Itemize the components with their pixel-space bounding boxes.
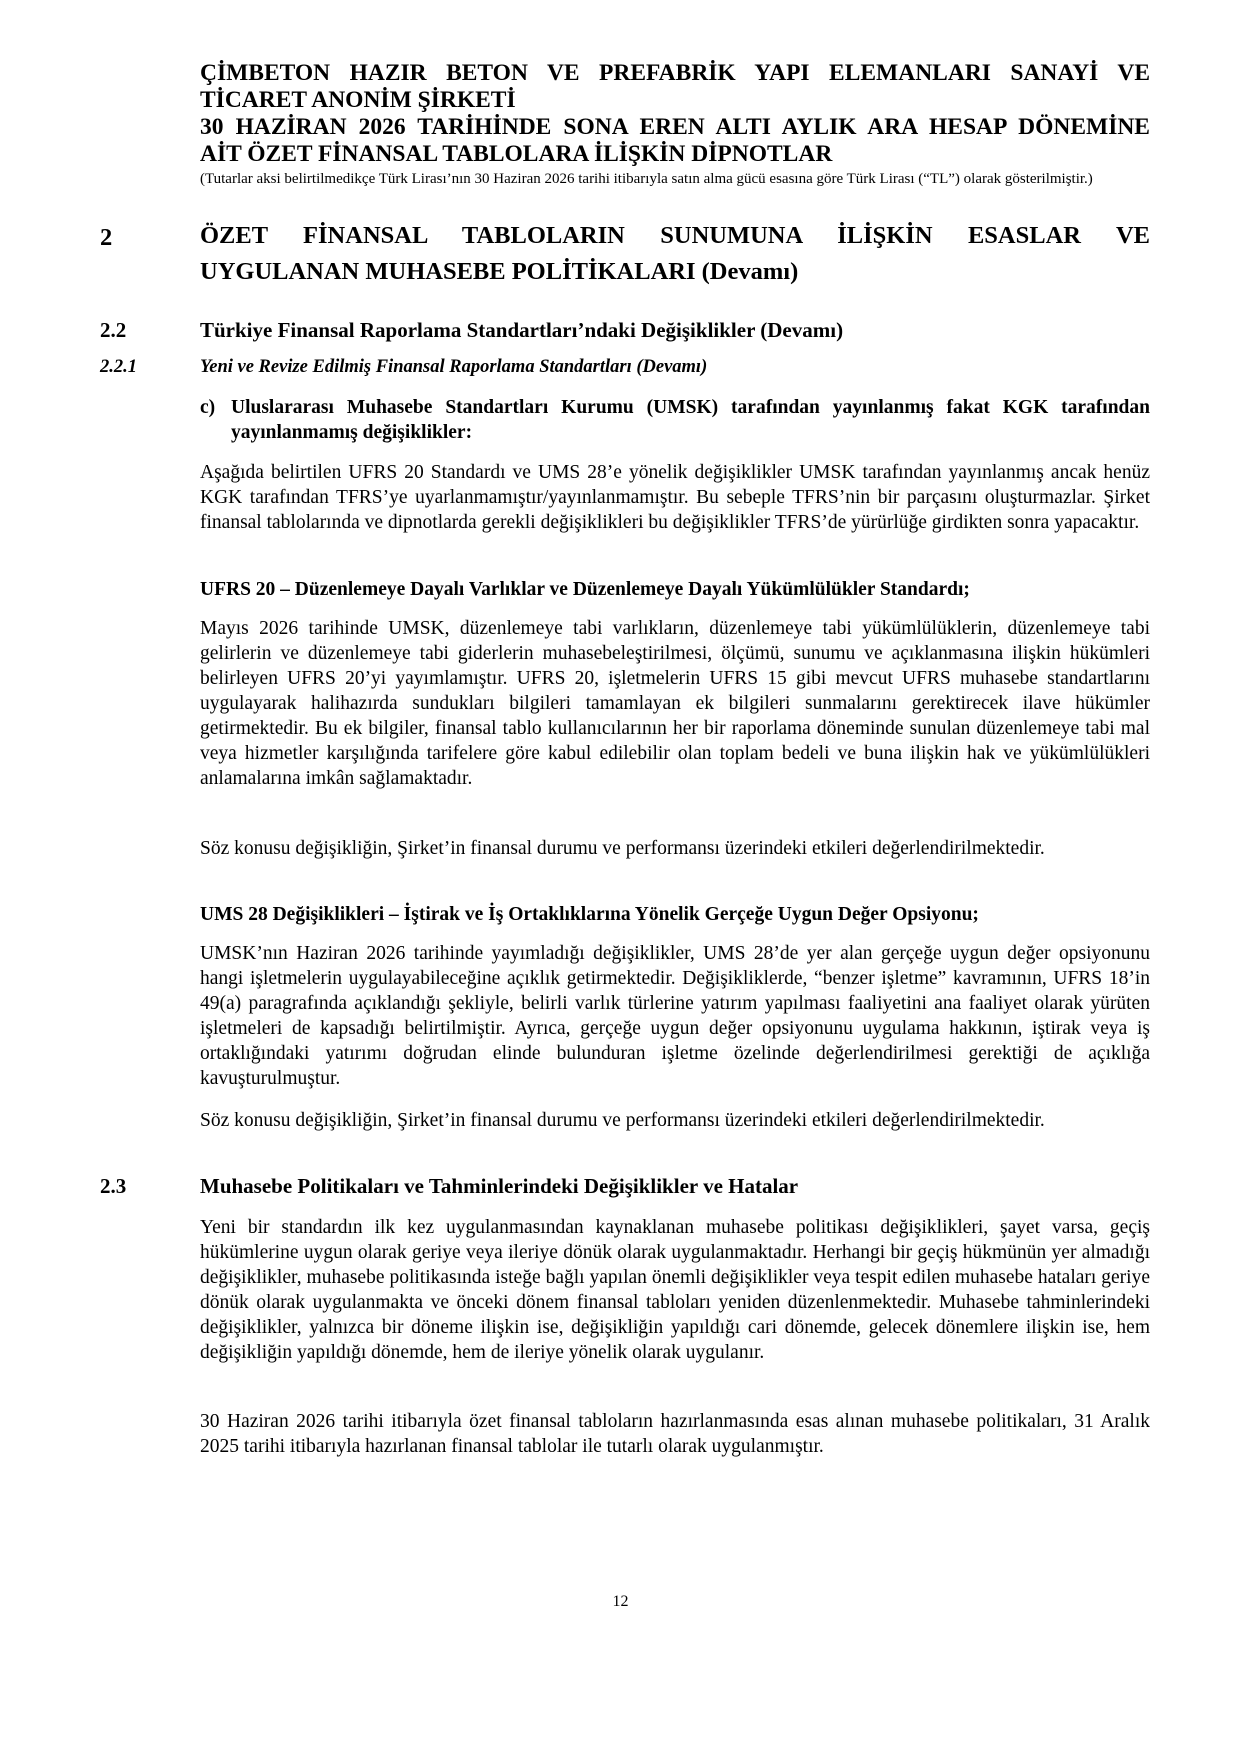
company-name-line1: ÇİMBETON HAZIR BETON VE PREFABRİK YAPI ELEMANLARI SANAYİ VE xyxy=(200,60,1150,86)
section-number: 2.2 xyxy=(100,318,127,342)
document-header xyxy=(200,60,1150,189)
section-number: 2.3 xyxy=(100,1174,127,1198)
section-title: Yeni ve Revize Edilmiş Finansal Raporlama Standartları (Devamı) xyxy=(200,357,708,377)
section-title: Türkiye Finansal Raporlama Standartları’ndaki Değişiklikler (Devamı) xyxy=(200,318,844,342)
section-title: Muhasebe Politikaları ve Tahminlerindeki Değişiklikler ve Hatalar xyxy=(200,1174,799,1198)
report-period-line1: 30 HAZİRAN 2026 TARİHİNDE SONA EREN ALTI AYLIK ARA HESAP DÖNEMİNE xyxy=(200,114,1150,140)
item-c xyxy=(200,395,1150,445)
currency-note: (Tutarlar aksi belirtilmedikçe Türk Lirası’nın 30 Haziran 2026 tarihi itibarıyla satın alma gücü esasına göre Türk Lirası (“TL”) olarak gösterilmiştir.) xyxy=(200,171,1093,187)
paragraph: 30 Haziran 2026 tarihi itibarıyla özet finansal tabloların hazırlanmasında esas alınan muhasebe politikaları, 31 Aralık 2025 tarihi itibarıyla hazırlanan finansal tablolar ile tutarlı olarak uygulanmıştır. xyxy=(200,1411,1150,1457)
paragraph: Mayıs 2026 tarihinde UMSK, düzenlemeye tabi varlıkların, düzenlemeye tabi yükümlülüklerin, düzenlemeye tabi gelirlerin ve düzenlemeye tabi giderlerin muhasebeleştirilmesi, ölçümü, sunumu ve açıklanmasına ilişkin hükümleri belirleyen UFRS 20’yi yayımlamıştır. UFRS 20, işletmelerin UFRS 15 gibi mevcut UFRS muhasebe standartlarını uygulayarak halihazırda sundukları bilgileri tamamlayan ek bilgileri sunmalarını gerektirecek ilave hükümler getirmektedir. Bu ek bilgiler, finansal tablo kullanıcılarının her bir raporlama döneminde sunulan düzenlemeye tabi mal veya hizmetler karşılığında tarifelere göre kabul edilebilir olan toplam bedeli ve buna ilişkin hak ve yükümlülükleri anlamalarına imkân sağlamaktadır. xyxy=(200,618,1150,789)
section-number: 2.2.1 xyxy=(100,357,137,377)
item-label: c) xyxy=(200,397,216,418)
section-title xyxy=(200,218,1150,290)
company-name xyxy=(200,60,1150,114)
page-number: 12 xyxy=(612,1593,629,1610)
section-number: 2 xyxy=(100,224,113,251)
paragraph: Aşağıda belirtilen UFRS 20 Standardı ve UMS 28’e yönelik değişiklikler UMSK tarafından yayınlanmış ancak henüz KGK tarafından TFRS’ye uyarlanmamıştır/yayınlanmamıştır. Bu sebeple TFRS’nin bir parçasını oluşturmazlar. Şirket finansal tablolarında ve dipnotlarda gerekli değişiklikleri bu değişiklikler TFRS’de yürürlüğe girdikten sonra yapacaktır. xyxy=(200,462,1150,533)
company-name-line2: TİCARET ANONİM ŞİRKETİ xyxy=(200,87,516,113)
section-title-line2: UYGULANAN MUHASEBE POLİTİKALARI (Devamı) xyxy=(200,258,799,285)
ufrs20-heading: UFRS 20 – Düzenlemeye Dayalı Varlıklar ve Düzenlemeye Dayalı Yükümlülükler Standardı; xyxy=(200,579,970,600)
report-period-title xyxy=(200,114,1150,168)
paragraph: UMSK’nın Haziran 2026 tarihinde yayımladığı değişiklikler, UMS 28’de yer alan gerçeğe uygun değer opsiyonunu hangi işletmelerin uygulayabileceğine açıklık getirmektedir. Değişikliklerde, “benzer işletme” kavramının, UFRS 18’in 49(a) paragrafında açıklandığı şekliyle, belirli varlık türlerine yatırım yapılması faaliyetini ana faaliyet olarak yürüten işletmeleri de kapsadığı belirtilmiştir. Ayrıca, gerçeğe uygun değer opsiyonunu uygulama hakkının, iştirak veya iş ortaklığındaki yatırımı doğrudan elinde bulunduran işletme özelinde değerlendirilmesi gerektiği de açıklığa kavuşturulmuştur. xyxy=(200,943,1150,1089)
ums28-heading: UMS 28 Değişiklikleri – İştirak ve İş Ortaklıklarına Yönelik Gerçeğe Uygun Değer Opsiyonu; xyxy=(200,904,979,925)
section-title-line1: ÖZET FİNANSAL TABLOLARIN SUNUMUNA İLİŞKİN ESASLAR VE xyxy=(200,222,1150,249)
paragraph: Yeni bir standardın ilk kez uygulanmasından kaynaklanan muhasebe politikası değişiklikleri, şayet varsa, geçiş hükümlerine uygun olarak geriye veya ileriye dönük olarak uygulanmaktadır. Herhangi bir geçiş hükmünün yer almadığı değişiklikler, muhasebe politikasında isteğe bağlı yapılan önemli değişiklikler veya tespit edilen muhasebe hataları geriye dönük olarak uygulanmakta ve önceki dönem finansal tabloları yeniden düzenlenmektedir. Muhasebe tahminlerindeki değişiklikler, yalnızca bir döneme ilişkin ise, değişikliğin yapıldığı cari dönemde, gelecek dönemlere ilişkin ise, hem değişikliğin yapıldığı dönemde, hem de ileriye yönelik olarak uygulanır. xyxy=(200,1217,1150,1363)
item-text: Uluslararası Muhasebe Standartları Kurumu (UMSK) tarafından yayınlanmış fakat KGK tarafından yayınlanmamış değişiklikler: xyxy=(231,397,1150,443)
paragraph: Söz konusu değişikliğin, Şirket’in finansal durumu ve performansı üzerindeki etkileri değerlendirilmektedir. xyxy=(200,1110,1045,1131)
paragraph: Söz konusu değişikliğin, Şirket’in finansal durumu ve performansı üzerindeki etkileri değerlendirilmektedir. xyxy=(200,838,1045,859)
report-period-line2: AİT ÖZET FİNANSAL TABLOLARA İLİŞKİN DİPNOTLAR xyxy=(200,141,833,167)
